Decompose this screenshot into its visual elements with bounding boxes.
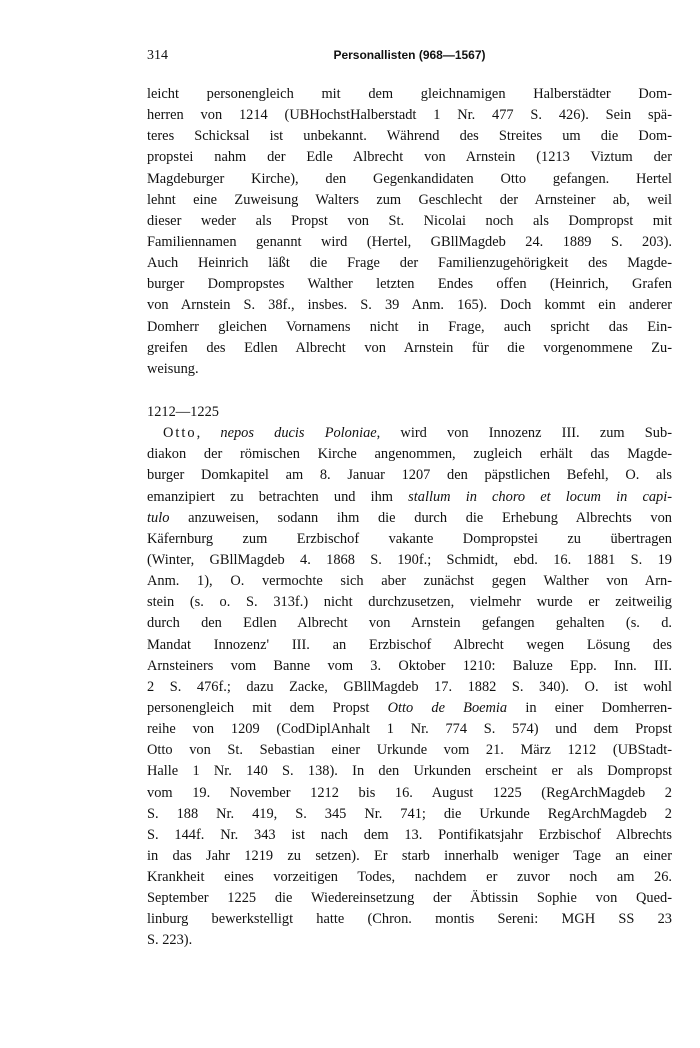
paragraph-line: burger Dompropstes Walther letzten Endes offen (Heinrich, Grafen	[147, 276, 672, 293]
entry-line: personengleich mit dem Propst Otto de Boemia in einer Domherren-	[147, 699, 672, 716]
paragraph-line: von Arnstein S. 38f., insbes. S. 39 Anm. 165). Doch kommt ein anderer	[147, 297, 672, 314]
paragraph-line: propstei nahm der Edle Albrecht von Arnstein (1213 Viztum der	[147, 149, 672, 166]
running-title: Personallisten (968—1567)	[333, 48, 486, 62]
entry-line: Halle 1 Nr. 140 S. 138). In den Urkunden erscheint er als Dompropst	[147, 763, 672, 780]
entry-line: Otto von St. Sebastian einer Urkunde vom 21. März 1212 (UBStadt-	[147, 742, 672, 759]
entry-line: emanzipiert zu betrachten und ihm stallum in choro et locum in capi-	[147, 488, 673, 505]
body-text	[147, 84, 672, 952]
entry-line: Mandat Innozenz' III. an Erzbischof Albrecht wegen Lösung des	[147, 636, 672, 653]
entry-line: September 1225 die Wiedereinsetzung der Äbtissin Sophie von Qued-	[147, 890, 672, 907]
entry-line: reihe von 1209 (CodDiplAnhalt 1 Nr. 774 S. 574) und dem Propst	[147, 721, 672, 738]
entry-line: Anm. 1), O. vermochte sich aber zunächst gegen Walther von Arn-	[147, 573, 672, 590]
entry-line: S. 144f. Nr. 343 ist nach dem 13. Pontifikatsjahr Erzbischof Albrechts	[147, 826, 672, 843]
entry-line: S. 188 Nr. 419, S. 345 Nr. 741; die Urkunde RegArchMagdeb 2	[147, 805, 672, 822]
paragraph-line: Familiennamen genannt wird (Hertel, GBllMagdeb 24. 1889 S. 203).	[147, 233, 672, 250]
paragraph-line: leicht personengleich mit dem gleichnamigen Halberstädter Dom-	[147, 86, 672, 102]
entry-line: Arnsteiners vom Banne vom 3. Oktober 1210: Baluze Epp. Inn. III.	[147, 657, 672, 674]
entry-line: durch den Edlen Albrecht von Arnstein gefangen gehalten (s. d.	[147, 615, 672, 632]
paragraph-line: Domherr gleichen Vornamens nicht in Frage, auch spricht das Ein-	[147, 318, 672, 335]
entry-line: linburg bewerkstelligt hatte (Chron. montis Sereni: MGH SS 23	[147, 911, 672, 928]
entry-line: (Winter, GBllMagdeb 4. 1868 S. 190f.; Schmidt, ebd. 16. 1881 S. 19	[147, 551, 672, 568]
paragraph-line: teres Schicksal ist unbekannt. Während des Streites um die Dom-	[147, 128, 672, 145]
paragraph-line: lehnt eine Zuweisung Walters zum Geschlecht der Arnsteiner ab, weil	[147, 191, 672, 208]
page-number: 314	[147, 48, 168, 63]
paragraph-line: Magdeburger Kirche), den Gegenkandidaten Otto gefangen. Hertel	[147, 170, 672, 187]
entry-line: 2 S. 476f.; dazu Zacke, GBllMagdeb 17. 1882 S. 340). O. ist wohl	[147, 678, 672, 695]
entry-dates: 1212—1225	[147, 403, 219, 420]
paragraph-line: weisung.	[147, 360, 199, 377]
entry-name: Otto	[163, 425, 197, 442]
entry-line: burger Domkapitel am 8. Januar 1207 den päpstlichen Befehl, O. als	[147, 467, 672, 484]
paragraph-line: herren von 1214 (UBHochstHalberstadt 1 Nr. 477 S. 426). Sein spä-	[147, 107, 672, 124]
paragraph-line: Auch Heinrich läßt die Frage der Familienzugehörigkeit des Magde-	[147, 255, 672, 272]
page-header	[147, 48, 672, 68]
entry-line: diakon der römischen Kirche angenommen, zugleich erhält das Magde-	[147, 446, 672, 463]
entry-line: S. 223).	[147, 932, 193, 949]
entry-line: Käfernburg zum Erzbischof vakante Dompropstei zu übertragen	[147, 530, 672, 547]
entry-line: Otto, nepos ducis Poloniae, wird von Innozenz III. zum Sub-	[163, 425, 672, 442]
entry-line: in das Jahr 1219 zu setzen). Er starb innerhalb weniger Tage an einer	[147, 847, 672, 864]
entry-line: Krankheit eines vorzeitigen Todes, nachdem er zuvor noch am 26.	[147, 869, 672, 886]
entry-otto	[147, 402, 672, 952]
paragraph-gap	[147, 380, 672, 402]
paragraph-line: dieser weder als Propst von St. Nicolai noch als Dompropst mit	[147, 212, 672, 229]
paragraph-walther	[147, 84, 672, 380]
paragraph-line: greifen des Edlen Albrecht von Arnstein für die vorgenommene Zu-	[147, 339, 672, 356]
entry-line: stein (s. o. S. 313f.) nicht durchzusetzen, vielmehr wurde er zeitweilig	[147, 594, 672, 611]
entry-line: tulo anzuweisen, sodann ihm die durch die Erhebung Albrechts von	[147, 509, 672, 526]
entry-line: vom 19. November 1212 bis 16. August 1225 (RegArchMagdeb 2	[147, 784, 672, 801]
